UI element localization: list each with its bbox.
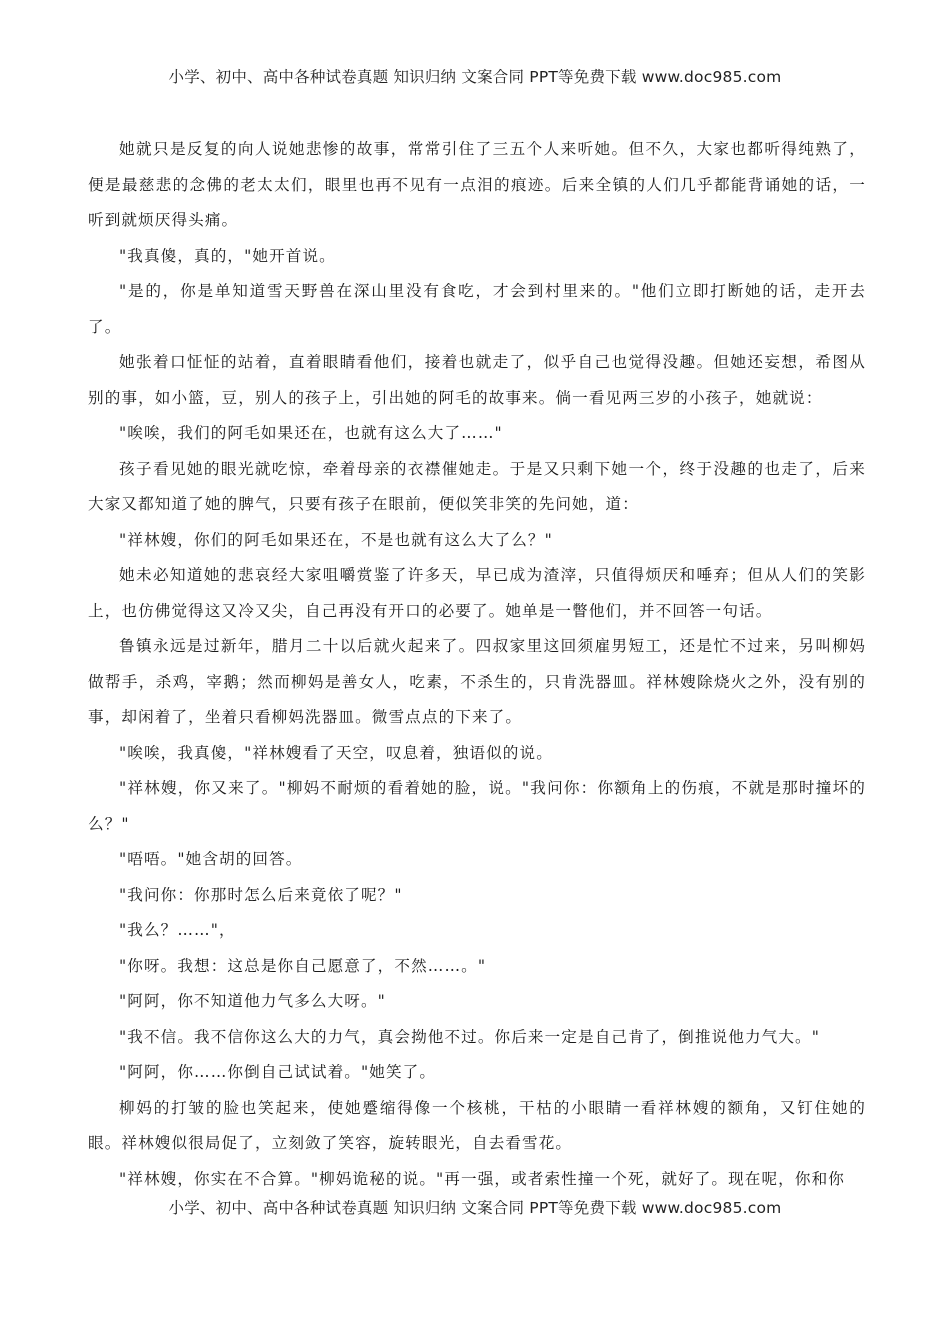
paragraph: "我真傻，真的，"她开首说。	[119, 246, 336, 265]
paragraph: 她张着口怔怔的站着，直着眼睛看他们，接着也就走了，似乎自己也觉得没趣。但她还妄想，希图从别的事，如小篮，豆，别人的孩子上，引出她的阿毛的故事来。倘一看见两三岁的小孩子，她就说：	[88, 353, 866, 407]
paragraph: "唔唔。"她含胡的回答。	[119, 850, 303, 868]
paragraph: 孩子看见她的眼光就吃惊，牵着母亲的衣襟催她走。于是又只剩下她一个，终于没趣的也走了，后来大家又都知道了她的脾气，只要有孩子在眼前，便似笑非笑的先问她，道：	[88, 459, 866, 513]
paragraph: "祥林嫂，你又来了。"柳妈不耐烦的看着她的脸，说。"我问你：你额角上的伤痕，不就是那时撞坏的么？"	[88, 779, 866, 833]
paragraph: "祥林嫂，你实在不合算。"柳妈诡秘的说。"再一强，或者索性撞一个死，就好了。现在呢，你和你	[119, 1169, 845, 1188]
paragraph: "我么？……"，	[119, 921, 236, 939]
paragraph: "阿阿，你不知道他力气多么大呀。"	[119, 992, 386, 1010]
paragraph: 鲁镇永远是过新年，腊月二十以后就火起来了。四叔家里这回须雇男短工，还是忙不过来，另叫柳妈做帮手，杀鸡，宰鹅；然而柳妈是善女人，吃素，不杀生的，只肯洗器皿。祥林嫂除烧火之外，没有别的事，却闲着了，坐着只看柳妈洗器皿。微雪点点的下来了。	[88, 637, 866, 726]
page-header: 小学、初中、高中各种试卷真题 知识归纳 文案合同 PPT等免费下载 www.doc985.com	[168, 68, 782, 86]
paragraph: "你呀。我想：这总是你自己愿意了，不然……。"	[119, 956, 487, 975]
article-body	[88, 132, 866, 1197]
paragraph: 她就只是反复的向人说她悲惨的故事，常常引住了三五个人来听她。但不久，大家也都听得纯熟了，便是最慈悲的念佛的老太太们，眼里也再不见有一点泪的痕迹。后来全镇的人们几乎都能背诵她的话，一听到就烦厌得头痛。	[88, 140, 866, 229]
paragraph: "阿阿，你……你倒自己试试着。"她笑了。	[119, 1063, 437, 1081]
page-footer: 小学、初中、高中各种试卷真题 知识归纳 文案合同 PPT等免费下载 www.doc985.com	[168, 1199, 782, 1217]
paragraph: "唉唉，我们的阿毛如果还在，也就有这么大了……"	[119, 424, 503, 442]
paragraph: 柳妈的打皱的脸也笑起来，使她蹙缩得像一个核桃，干枯的小眼睛一看祥林嫂的额角，又钉住她的眼。祥林嫂似很局促了，立刻敛了笑容，旋转眼光，自去看雪花。	[88, 1098, 866, 1152]
paragraph: "我问你：你那时怎么后来竟依了呢？"	[119, 885, 403, 904]
paragraph: 她未必知道她的悲哀经大家咀嚼赏鉴了许多天，早已成为渣滓，只值得烦厌和唾弃；但从人们的笑影上，也仿佛觉得这又冷又尖，自己再没有开口的必要了。她单是一瞥他们，并不回答一句话。	[88, 566, 866, 620]
paragraph: "唉唉，我真傻，"祥林嫂看了天空，叹息着，独语似的说。	[119, 743, 553, 762]
paragraph: "是的，你是单知道雪天野兽在深山里没有食吃，才会到村里来的。"他们立即打断她的话，走开去了。	[88, 282, 866, 336]
paragraph: "祥林嫂，你们的阿毛如果还在，不是也就有这么大了么？"	[119, 530, 553, 549]
paragraph: "我不信。我不信你这么大的力气，真会拗他不过。你后来一定是自己肯了，倒推说他力气大。"	[119, 1027, 820, 1046]
